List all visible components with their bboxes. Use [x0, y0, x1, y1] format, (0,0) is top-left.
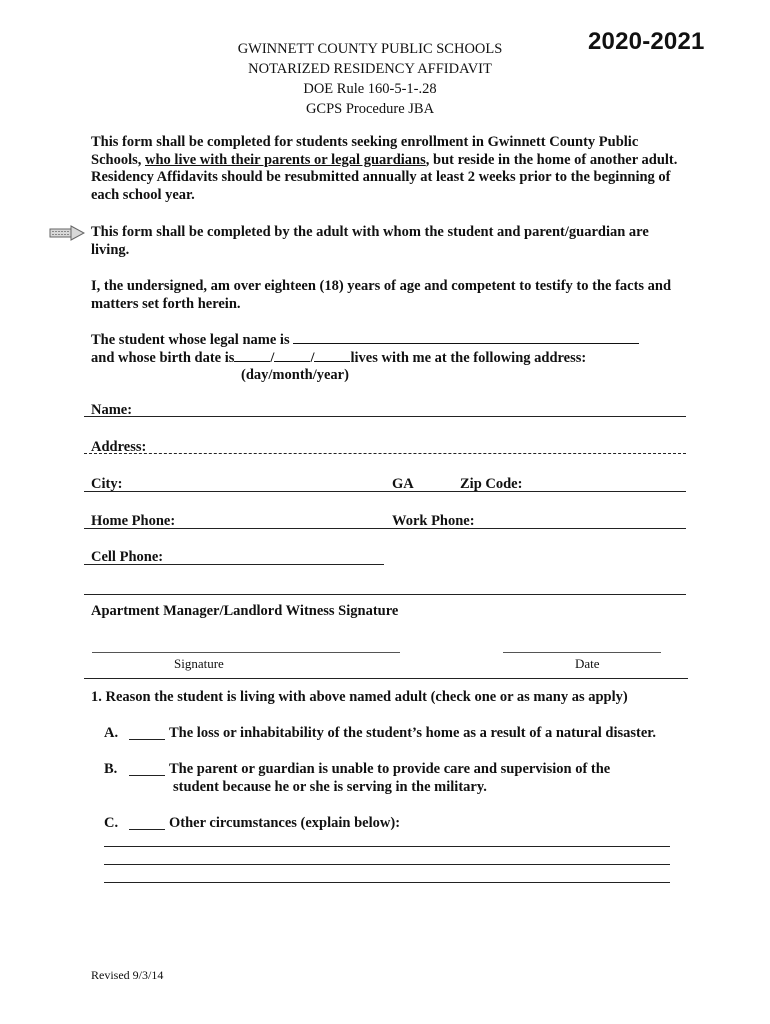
- option-b-checkbox[interactable]: [129, 775, 165, 776]
- option-c-text: Other circumstances (explain below):: [169, 815, 401, 831]
- birth-day-blank[interactable]: [234, 349, 270, 362]
- date-line[interactable]: [503, 652, 661, 653]
- option-b-letter: B.: [104, 761, 118, 777]
- work-phone-label: Work Phone:: [392, 513, 475, 529]
- phone-field-line[interactable]: [84, 528, 686, 529]
- cell-phone-field-line[interactable]: [84, 564, 384, 565]
- zip-label: Zip Code:: [460, 476, 523, 492]
- birth-date-line: and whose birth date is / / lives with me at the following address:: [91, 350, 587, 366]
- date-label: Date: [575, 656, 600, 671]
- state-label: GA: [392, 476, 414, 492]
- date-format-hint: (day/month/year): [241, 367, 349, 383]
- intro-underlined-text: who live with their parents or legal guardians: [145, 151, 426, 168]
- signature-line[interactable]: [92, 652, 400, 653]
- city-field-line[interactable]: [84, 491, 686, 492]
- arrow-icon: [49, 225, 85, 241]
- option-c-letter: C.: [104, 815, 119, 831]
- adult-note: This form shall be completed by the adult with whom the student and parent/guardian are living.: [91, 224, 649, 258]
- option-b-text-continued: student because he or she is serving in the military.: [173, 779, 487, 795]
- school-year: 2020-2021: [588, 28, 705, 55]
- name-field-line[interactable]: [84, 416, 686, 417]
- explanation-line-3[interactable]: [104, 882, 670, 883]
- explanation-line-2[interactable]: [104, 864, 670, 865]
- home-phone-label: Home Phone:: [91, 513, 176, 529]
- address-label: Address:: [91, 439, 147, 455]
- reason-heading: 1. Reason the student is living with above named adult (check one or as many as apply): [91, 689, 628, 705]
- address-field-line[interactable]: [84, 453, 686, 454]
- city-label: City:: [91, 476, 123, 492]
- student-name-line: The student whose legal name is: [91, 331, 681, 350]
- intro-paragraph: This form shall be completed for students seeking enrollment in Gwinnett County Public Schools, who live with their parents or legal guardians, but reside in the home of another adult. Residency Affidavits should be resubmitted annually at least 2 weeks prior to the beginning of each school year.: [91, 134, 678, 203]
- witness-title: Apartment Manager/Landlord Witness Signature: [91, 603, 399, 619]
- option-a-text: The loss or inhabitability of the student’s home as a result of a natural disaster.: [169, 725, 657, 741]
- cell-phone-label: Cell Phone:: [91, 549, 164, 565]
- explanation-line-1[interactable]: [104, 846, 670, 847]
- signature-label: Signature: [174, 656, 224, 671]
- revision-note: Revised 9/3/14: [91, 968, 164, 982]
- option-c-checkbox[interactable]: [129, 829, 165, 830]
- birth-month-blank[interactable]: [274, 349, 310, 362]
- birth-year-blank[interactable]: [314, 349, 350, 362]
- name-label: Name:: [91, 402, 133, 418]
- oath-statement: I, the undersigned, am over eighteen (18) years of age and competent to testify to the facts and matters set forth herein.: [91, 278, 672, 312]
- option-b-text: The parent or guardian is unable to provide care and supervision of the: [169, 761, 611, 777]
- student-name-blank[interactable]: [293, 331, 639, 344]
- option-a-checkbox[interactable]: [129, 739, 165, 740]
- section-divider: [84, 594, 686, 595]
- option-a-letter: A.: [104, 725, 119, 741]
- witness-divider: [84, 678, 688, 679]
